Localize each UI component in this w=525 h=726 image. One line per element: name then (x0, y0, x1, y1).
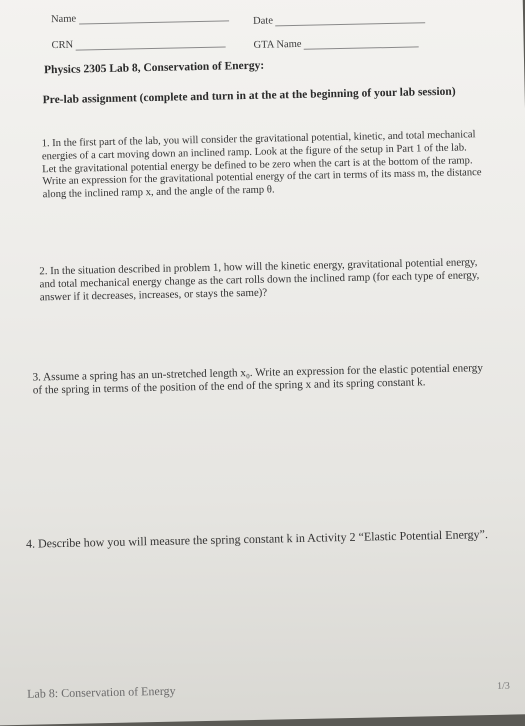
question-2: 2. In the situation described in problem 1, how will the kinetic energy, gravitational potential energy, and total mechanical energy change as the cart rolls down the inclined ramp (for each type of energy, answer if it decreases, increases, or stays the same)? (39, 256, 480, 303)
question-3: 3. Assume a spring has an un-stretched length x₀. Write an expression for the elastic potential energy of the spring in terms of the position of the end of the spring x and its spring constant k. (32, 362, 483, 397)
name-field (51, 10, 229, 25)
question-1: 1. In the first part of the lab, you will consider the gravitational potential, kinetic, and total mechanical energies of a cart moving down an inclined ramp. Look at the figure of the setup in Part 1 of the lab. Let the gravitational potential energy be defined to be zero when the cart is at the bottom of the ramp. Write an expression for the gravitational potential energy of the cart in terms of its mass m, the distance along the inclined ramp x, and the angle of the ramp θ. (41, 129, 482, 201)
prelab-heading: Pre-lab assignment (complete and turn in at the at the beginning of your lab session) (42, 85, 456, 107)
gta-line (304, 36, 419, 49)
gta-field (254, 36, 420, 50)
date-field (253, 12, 426, 27)
page-number: 1/3 (496, 680, 510, 692)
date-label: Date (253, 15, 274, 27)
page-footer: Lab 8: Conservation of Energy (27, 683, 176, 701)
name-line (79, 10, 229, 24)
lab-title: Physics 2305 Lab 8, Conservation of Energy: (43, 59, 265, 77)
gta-label: GTA Name (253, 38, 302, 51)
question-4: 4. Describe how you will measure the spring constant k in Activity 2 “Elastic Potential Energy”. (25, 527, 489, 551)
crn-field (51, 36, 225, 51)
date-line (275, 12, 425, 26)
crn-line (76, 36, 226, 50)
crn-label: CRN (51, 39, 74, 52)
name-label: Name (50, 13, 77, 26)
